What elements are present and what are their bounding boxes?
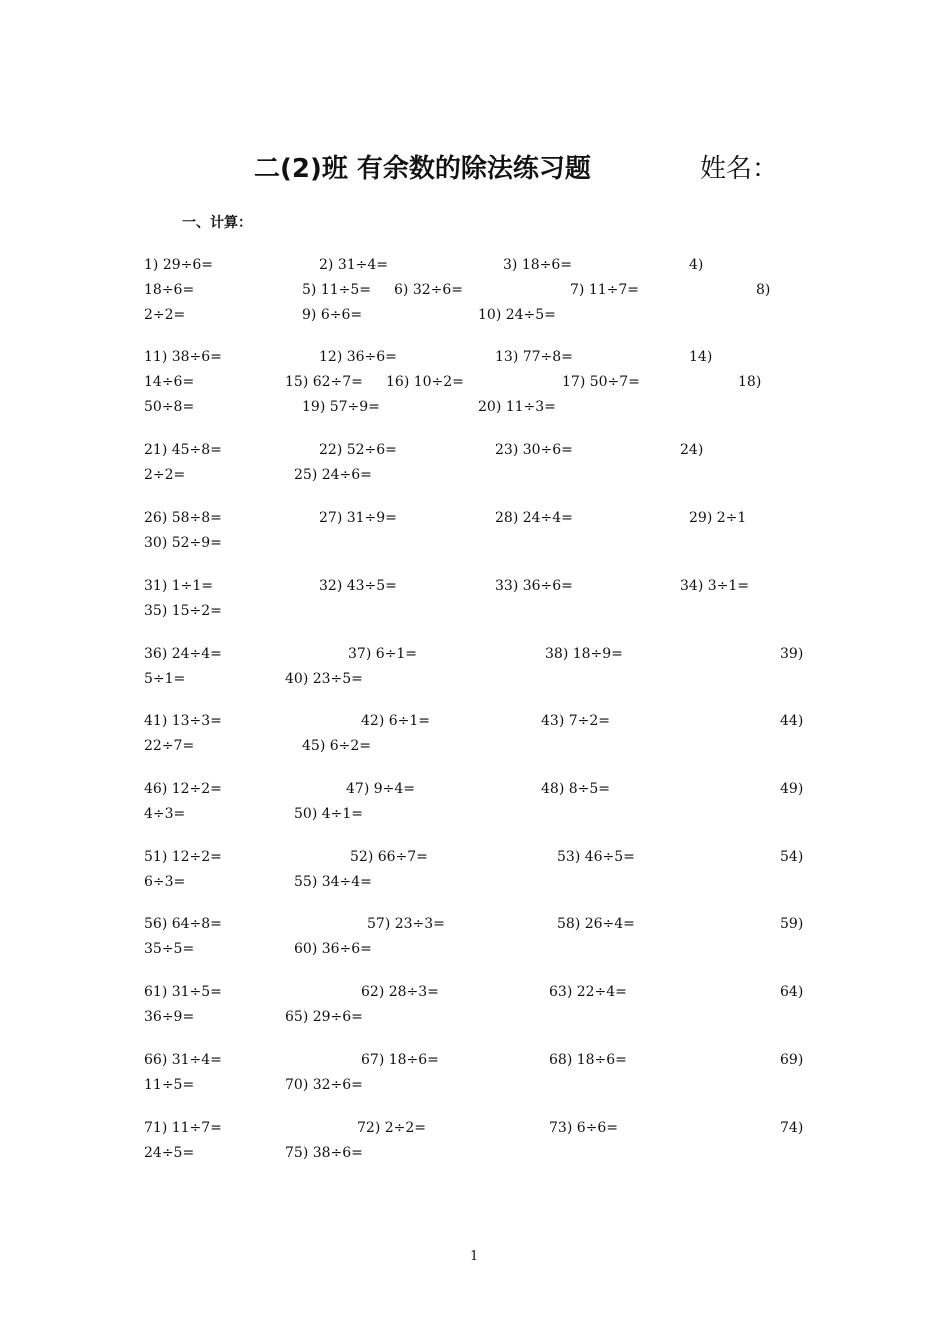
problem-text: 14÷6= bbox=[144, 374, 195, 390]
problem-text: 34) 3÷1= bbox=[680, 578, 750, 594]
problem-text: 19) 57÷9= bbox=[302, 399, 380, 415]
problem-text: 55) 34÷4= bbox=[294, 874, 372, 890]
problem-text: 74) bbox=[780, 1120, 804, 1136]
problem-text: 65) 29÷6= bbox=[285, 1009, 363, 1025]
problem-text: 10) 24÷5= bbox=[478, 307, 556, 323]
problem-text: 36÷9= bbox=[144, 1009, 195, 1025]
problem-text: 16) 10÷2= bbox=[386, 374, 464, 390]
problem-text: 28) 24÷4= bbox=[495, 510, 573, 526]
problem-text: 7) 11÷7= bbox=[570, 282, 640, 298]
problem-text: 1) 29÷6= bbox=[144, 257, 214, 273]
problem-text: 21) 45÷8= bbox=[144, 442, 222, 458]
problem-text: 46) 12÷2= bbox=[144, 781, 222, 797]
problem-text: 44) bbox=[780, 713, 804, 729]
problem-text: 50÷8= bbox=[144, 399, 195, 415]
problem-text: 12) 36÷6= bbox=[319, 349, 397, 365]
problem-text: 56) 64÷8= bbox=[144, 916, 222, 932]
problem-text: 2÷2= bbox=[144, 467, 186, 483]
problem-text: 39) bbox=[780, 646, 804, 662]
problem-text: 50) 4÷1= bbox=[294, 806, 364, 822]
problem-text: 24÷5= bbox=[144, 1145, 195, 1161]
problem-text: 30) 52÷9= bbox=[144, 535, 222, 551]
problem-text: 24) bbox=[680, 442, 704, 458]
problem-text: 36) 24÷4= bbox=[144, 646, 222, 662]
problem-text: 51) 12÷2= bbox=[144, 849, 222, 865]
problem-text: 43) 7÷2= bbox=[541, 713, 611, 729]
problem-text: 23) 30÷6= bbox=[495, 442, 573, 458]
problem-text: 8) bbox=[756, 282, 771, 298]
problem-text: 11) 38÷6= bbox=[144, 349, 222, 365]
problem-text: 22) 52÷6= bbox=[319, 442, 397, 458]
problem-text: 18÷6= bbox=[144, 282, 195, 298]
problem-text: 53) 46÷5= bbox=[557, 849, 635, 865]
problem-text: 61) 31÷5= bbox=[144, 984, 222, 1000]
problem-text: 2÷2= bbox=[144, 307, 186, 323]
problem-text: 38) 18÷9= bbox=[545, 646, 623, 662]
problem-text: 15) 62÷7= bbox=[285, 374, 363, 390]
problem-text: 27) 31÷9= bbox=[319, 510, 397, 526]
page-number: 1 bbox=[470, 1249, 479, 1264]
problem-text: 59) bbox=[780, 916, 804, 932]
problem-text: 3) 18÷6= bbox=[503, 257, 573, 273]
problem-text: 69) bbox=[780, 1052, 804, 1068]
worksheet-title: 二(2)班 有余数的除法练习题 bbox=[254, 154, 591, 184]
problem-text: 42) 6÷1= bbox=[361, 713, 431, 729]
problem-text: 4) bbox=[689, 257, 704, 273]
problem-text: 25) 24÷6= bbox=[294, 467, 372, 483]
problem-text: 20) 11÷3= bbox=[478, 399, 556, 415]
problem-text: 58) 26÷4= bbox=[557, 916, 635, 932]
problem-text: 33) 36÷6= bbox=[495, 578, 573, 594]
problem-text: 62) 28÷3= bbox=[361, 984, 439, 1000]
problem-text: 54) bbox=[780, 849, 804, 865]
problem-text: 5÷1= bbox=[144, 671, 186, 687]
problem-text: 48) 8÷5= bbox=[541, 781, 611, 797]
problem-text: 67) 18÷6= bbox=[361, 1052, 439, 1068]
problem-text: 66) 31÷4= bbox=[144, 1052, 222, 1068]
problem-text: 4÷3= bbox=[144, 806, 186, 822]
problem-text: 63) 22÷4= bbox=[549, 984, 627, 1000]
problem-text: 45) 6÷2= bbox=[302, 738, 372, 754]
problem-text: 37) 6÷1= bbox=[348, 646, 418, 662]
problem-text: 68) 18÷6= bbox=[549, 1052, 627, 1068]
problem-text: 40) 23÷5= bbox=[285, 671, 363, 687]
problem-text: 5) 11÷5= bbox=[302, 282, 372, 298]
problem-text: 14) bbox=[689, 349, 713, 365]
problem-text: 35÷5= bbox=[144, 941, 195, 957]
problem-text: 22÷7= bbox=[144, 738, 195, 754]
problem-text: 57) 23÷3= bbox=[367, 916, 445, 932]
problem-text: 73) 6÷6= bbox=[549, 1120, 619, 1136]
name-label: 姓名： bbox=[700, 154, 779, 184]
problem-text: 18) bbox=[738, 374, 762, 390]
problem-text: 70) 32÷6= bbox=[285, 1077, 363, 1093]
problem-text: 17) 50÷7= bbox=[562, 374, 640, 390]
problem-text: 29) 2÷1 bbox=[689, 510, 747, 526]
problem-text: 13) 77÷8= bbox=[495, 349, 573, 365]
problem-text: 6) 32÷6= bbox=[394, 282, 464, 298]
problem-text: 75) 38÷6= bbox=[285, 1145, 363, 1161]
problem-text: 71) 11÷7= bbox=[144, 1120, 222, 1136]
problem-text: 60) 36÷6= bbox=[294, 941, 372, 957]
problem-text: 31) 1÷1= bbox=[144, 578, 214, 594]
problem-text: 41) 13÷3= bbox=[144, 713, 222, 729]
problem-text: 47) 9÷4= bbox=[346, 781, 416, 797]
problem-text: 72) 2÷2= bbox=[357, 1120, 427, 1136]
problem-text: 64) bbox=[780, 984, 804, 1000]
section-heading: 一、计算： bbox=[182, 215, 252, 231]
problem-text: 6÷3= bbox=[144, 874, 186, 890]
problem-text: 32) 43÷5= bbox=[319, 578, 397, 594]
problem-text: 35) 15÷2= bbox=[144, 603, 222, 619]
problem-text: 26) 58÷8= bbox=[144, 510, 222, 526]
problem-text: 52) 66÷7= bbox=[350, 849, 428, 865]
problem-text: 11÷5= bbox=[144, 1077, 195, 1093]
problem-text: 2) 31÷4= bbox=[319, 257, 389, 273]
problem-text: 9) 6÷6= bbox=[302, 307, 363, 323]
problem-text: 49) bbox=[780, 781, 804, 797]
